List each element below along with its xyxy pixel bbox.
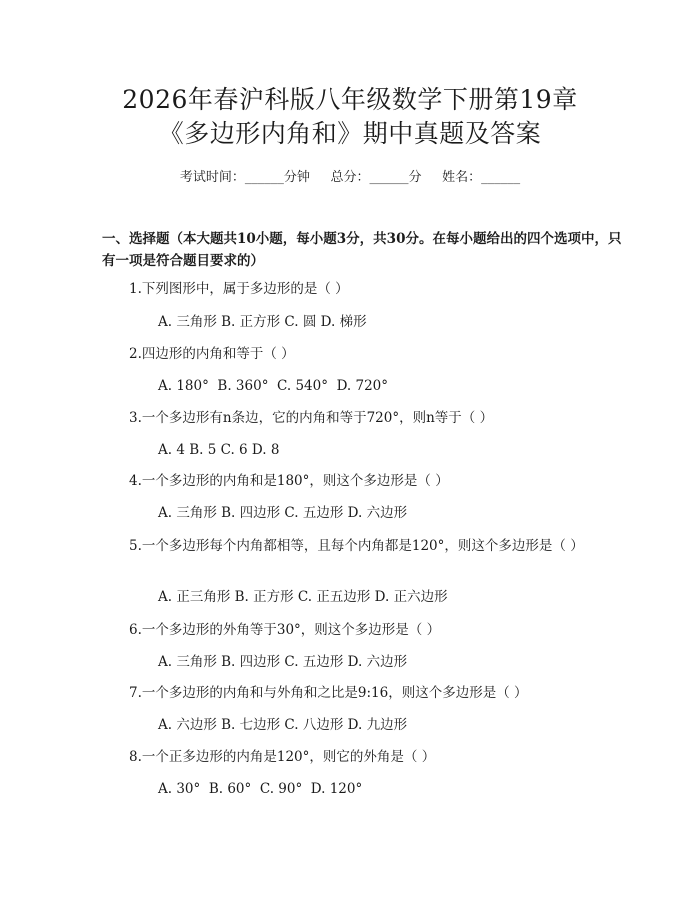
- question-4: 4.一个多边形的内角和是180°，则这个多边形是（ ）: [129, 473, 449, 489]
- question-8: 8.一个正多边形的内角是120°，则它的外角是（ ）: [129, 749, 436, 765]
- question-1: 1.下列图形中，属于多边形的是（ ）: [129, 281, 349, 297]
- question-2: 2.四边形的内角和等于（ ）: [129, 346, 295, 362]
- exam-info-line: 考试时间：______分钟 总分：______分 姓名：______: [179, 170, 521, 185]
- exam-title-line-1: 2026年春沪科版八年级数学下册第19章: [122, 85, 578, 114]
- question-4-options: A. 三角形 B. 四边形 C. 五边形 D. 六边形: [158, 505, 408, 521]
- question-3-options: A. 4 B. 5 C. 6 D. 8: [158, 442, 280, 458]
- exam-title-line-2: 《多边形内角和》期中真题及答案: [158, 119, 542, 148]
- question-7: 7.一个多边形的内角和与外角和之比是9:16，则这个多边形是（ ）: [129, 685, 528, 701]
- question-6-options: A. 三角形 B. 四边形 C. 五边形 D. 六边形: [158, 654, 408, 670]
- question-6: 6.一个多边形的外角等于30°，则这个多边形是（ ）: [129, 622, 441, 638]
- question-1-options: A. 三角形 B. 正方形 C. 圆 D. 梯形: [158, 314, 367, 330]
- question-5-options: A. 正三角形 B. 正方形 C. 正五边形 D. 正六边形: [158, 589, 448, 605]
- question-8-options: A. 30° B. 60° C. 90° D. 120°: [158, 781, 363, 797]
- section-heading: 一、选择题（本大题共10小题，每小题3分，共30分。在每小题给出的四个选项中，只有一项是符合题目要求的）: [102, 231, 622, 269]
- question-2-options: A. 180° B. 360° C. 540° D. 720°: [158, 378, 389, 394]
- question-3: 3.一个多边形有n条边，它的内角和等于720°，则n等于（ ）: [129, 410, 494, 426]
- question-7-options: A. 六边形 B. 七边形 C. 八边形 D. 九边形: [158, 717, 408, 733]
- question-5: 5.一个多边形每个内角都相等，且每个内角都是120°，则这个多边形是（ ）: [129, 538, 584, 554]
